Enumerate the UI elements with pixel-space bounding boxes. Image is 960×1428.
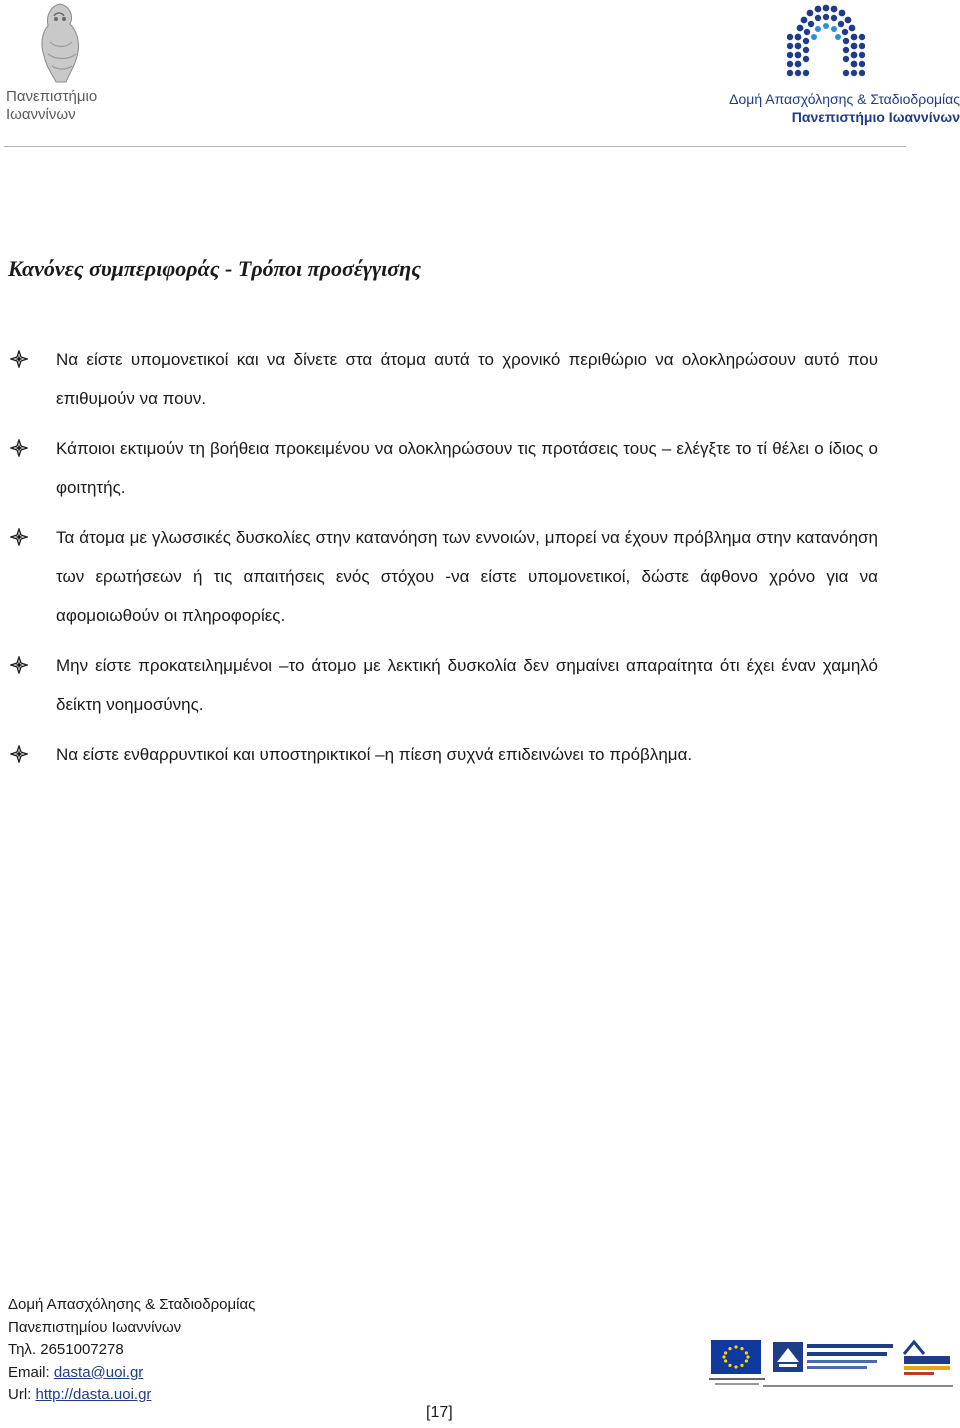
university-name-line2: Ιωαννίνων: [6, 106, 76, 123]
footer-org: Δομή Απασχόλησης & Σταδιοδρομίας: [8, 1296, 256, 1313]
list-item-text: Να είστε υπομονετικοί και να δίνετε στα άτομα αυτά το χρονικό περιθώριο να ολοκληρώσουν αυτό που επιθυμούν να πουν.: [56, 350, 878, 408]
list-item: [8, 646, 878, 724]
list-item: [8, 518, 878, 635]
diamond-bullet-icon: [10, 656, 28, 674]
university-logo: [4, 2, 114, 124]
diamond-bullet-icon: [10, 745, 28, 763]
logos-caption-graphic: [763, 1384, 960, 1392]
epeaek-logo: [773, 1338, 895, 1378]
dasta-name-line2: Πανεπιστήμιο Ιωαννίνων: [791, 109, 960, 125]
dasta-name: [680, 90, 960, 126]
owl-emblem-icon: [26, 2, 96, 86]
list-item-text: Τα άτομα με γλωσσικές δυσκολίες στην κατανόηση των εννοιών, μπορεί να έχουν πρόβλημα στην κατανόηση των ερωτήσεων ή τις απαιτήσεις ενός στόχου -να είστε υπομονετικοί, δώστε άφθονο χρόνο για να αφομοιωθούν οι πληροφορίες.: [56, 528, 878, 625]
diamond-bullet-icon: [10, 439, 28, 457]
dasta-name-line1: Δομή Απασχόλησης & Σταδιοδρομίας: [729, 91, 960, 107]
university-name-line1: Πανεπιστήμιο: [6, 88, 98, 105]
page-footer: [8, 1294, 255, 1407]
footer-url-link[interactable]: http://dasta.uoi.gr: [35, 1386, 152, 1403]
list-item-text: Μην είστε προκατειλημμένοι –το άτομο με λεκτική δυσκολία δεν σημαίνει απαραίτητα ότι έχει έναν χαμηλό δείκτη νοημοσύνης.: [56, 656, 878, 714]
page-header: [0, 0, 960, 150]
footer-email-link[interactable]: dasta@uoi.gr: [53, 1363, 144, 1381]
eu-caption-graphic: [707, 1376, 769, 1391]
footer-url-label: Url:: [8, 1386, 36, 1403]
list-item-text: Κάποιοι εκτιμούν τη βοήθεια προκειμένου να ολοκληρώσουν τις προτάσεις τους – ελέγξτε το τί θέλει ο ίδιος ο φοιτητής.: [56, 439, 878, 497]
page-number: [17]: [426, 1404, 453, 1421]
list-item: [8, 735, 878, 774]
diamond-bullet-icon: [10, 350, 28, 368]
footer-phone: Τηλ. 2651007278: [8, 1341, 124, 1358]
header-divider: [4, 146, 906, 147]
funding-logos: [705, 1336, 955, 1396]
footer-university: Πανεπιστημίου Ιωαννίνων: [8, 1318, 182, 1336]
diamond-bullet-icon: [10, 528, 28, 546]
footer-email-line: [8, 1362, 255, 1385]
eu-flag-icon: [711, 1340, 761, 1374]
list-item-text: Να είστε ενθαρρυντικοί και υποστηρικτικοί –η πίεση συχνά επιδεινώνει το πρόβλημα.: [56, 745, 693, 764]
list-item: [8, 429, 878, 507]
list-item: [8, 340, 878, 418]
footer-url-line: [8, 1384, 255, 1407]
rules-list: [8, 340, 878, 785]
page-title: Κανόνες συμπεριφοράς - Τρόποι προσέγγισης: [8, 256, 422, 281]
dasta-logo-icon: [787, 0, 865, 84]
espa-logo: [900, 1338, 954, 1378]
footer-email-label: Email:: [8, 1363, 54, 1381]
